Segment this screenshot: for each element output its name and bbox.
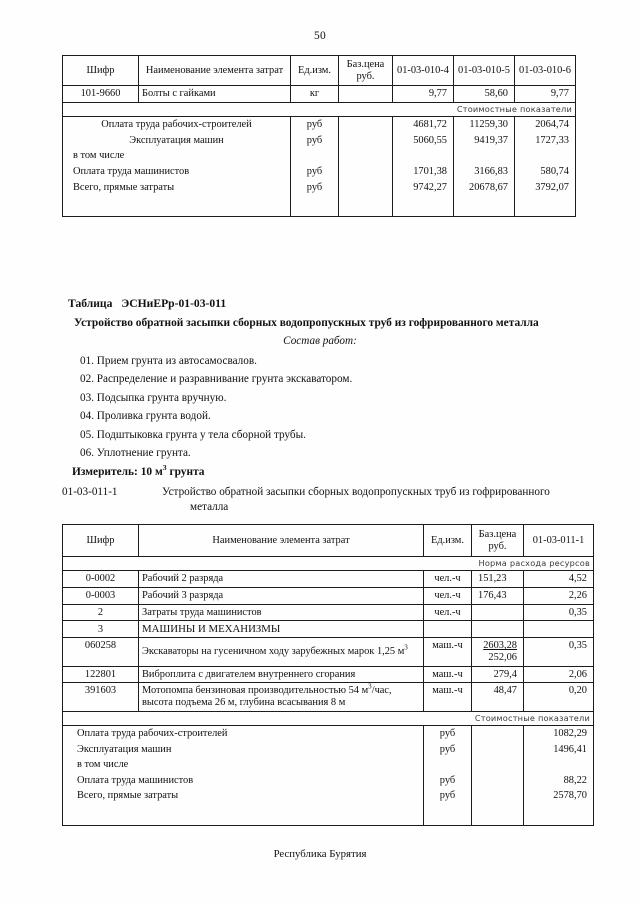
cell-value-3: 1727,33 (515, 133, 576, 149)
base-price-secondary: 252,06 (488, 652, 517, 664)
cell-unit: руб (291, 133, 339, 149)
norm-item-code: 01-03-011-1 (62, 485, 118, 498)
cell-name: Оплата труда машинистов (63, 773, 424, 789)
cell-base-price: 48,47 (472, 683, 524, 711)
cell-unit: руб (291, 180, 339, 196)
cell-value-1: 1496,41 (524, 742, 594, 758)
cell-value-3: 2064,74 (515, 117, 576, 133)
cell-value-1: 4681,72 (393, 117, 454, 133)
table2-cost-row (63, 788, 594, 804)
spacer-cell (454, 195, 515, 217)
cell-name: Оплата труда рабочих-строителей (63, 117, 291, 133)
table1-header-code: Шифр (63, 56, 139, 86)
norm-item-text (154, 485, 578, 515)
cell-value-1: 0,35 (524, 638, 594, 666)
cost-band-label: Стоимостные показатели (63, 102, 576, 116)
cell-name: Рабочий 3 разряда (139, 588, 424, 605)
table2-header-name: Наименование элемента затрат (139, 525, 424, 557)
cell-unit: маш.-ч (424, 666, 472, 683)
cell-unit: чел.-ч (424, 604, 472, 621)
cost-table-01-03-011 (62, 524, 590, 826)
measure-exponent: 3 (162, 463, 167, 473)
measure-value: 10 м (140, 466, 163, 479)
cell-value-3: 580,74 (515, 164, 576, 180)
table2-resource-row (63, 588, 594, 605)
page-number: 50 (313, 30, 327, 42)
cell-value-1: 2578,70 (524, 788, 594, 804)
cell-value-1: 9,77 (393, 86, 454, 103)
works-composition-label: Состав работ: (283, 334, 357, 347)
cell-name: Затраты труда машинистов (139, 604, 424, 621)
table2-resource-row (63, 604, 594, 621)
cell-code: 0-0003 (63, 588, 139, 605)
cell-unit: чел.-ч (424, 588, 472, 605)
list-item: 06. Уплотнение грунта. (80, 447, 191, 460)
cell-base-price (472, 742, 524, 758)
cell-unit (291, 148, 339, 164)
page-footer: Республика Бурятия (273, 848, 367, 860)
cell-base-price (472, 725, 524, 741)
spacer-cell (339, 195, 393, 217)
cell-value-1 (524, 621, 594, 638)
cell-value-2 (454, 148, 515, 164)
cell-value-1 (524, 757, 594, 773)
cell-base-price (472, 788, 524, 804)
cell-name: Рабочий 2 разряда (139, 571, 424, 588)
table2-header-code: Шифр (63, 525, 139, 557)
cell-value-2: 58,60 (454, 86, 515, 103)
cell-base-price (339, 164, 393, 180)
norm-band-label: Норма расхода ресурсов (63, 557, 594, 571)
cell-base-price: 176,43 (472, 588, 524, 605)
norm-item-text-line2: металла (190, 500, 229, 513)
cell-code: 2 (63, 604, 139, 621)
cell-base-price: 279,4 (472, 666, 524, 683)
table2-resource-row (63, 638, 594, 666)
spacer-cell (515, 195, 576, 217)
table2-cost-row (63, 742, 594, 758)
table2-resource-row (63, 571, 594, 588)
table1-cost-row (63, 164, 576, 180)
table1 (62, 55, 576, 217)
cell-code: 3 (63, 621, 139, 638)
cell-unit: маш.-ч (424, 683, 472, 711)
cell-name: Всего, прямые затраты (63, 180, 291, 196)
cell-name: Эксплуатация машин (63, 742, 424, 758)
cell-value-1: 9742,27 (393, 180, 454, 196)
spacer-cell (393, 195, 454, 217)
cell-base-price (472, 773, 524, 789)
cell-value-1: 1701,38 (393, 164, 454, 180)
table1-header-base-price: Баз.цена руб. (339, 56, 393, 86)
cell-unit: руб (424, 773, 472, 789)
cell-value-1: 1082,29 (524, 725, 594, 741)
cell-value-1: 5060,55 (393, 133, 454, 149)
cell-base-price (339, 133, 393, 149)
cell-unit: руб (291, 164, 339, 180)
works-list (62, 354, 578, 462)
cell-name-exponent: 3 (404, 643, 408, 652)
table1-header-col3: 01-03-010-6 (515, 56, 576, 86)
table2-spacer-row (63, 804, 594, 826)
cell-unit: чел.-ч (424, 571, 472, 588)
list-item: 03. Подсыпка грунта вручную. (80, 391, 227, 404)
cell-value-2: 11259,30 (454, 117, 515, 133)
table2-header-row (63, 525, 594, 557)
cell-code: 060258 (63, 638, 139, 666)
cell-unit: руб (424, 742, 472, 758)
table1-header-unit: Ед.изм. (291, 56, 339, 86)
table2-norm-band (63, 557, 594, 571)
measure-line (72, 465, 578, 480)
table2-cost-band (63, 711, 594, 725)
list-item: 04. Проливка грунта водой. (80, 410, 211, 423)
cell-value-1: 4,52 (524, 571, 594, 588)
cell-name: Оплата труда рабочих-строителей (63, 725, 424, 741)
cell-name: в том числе (63, 757, 424, 773)
cell-unit: маш.-ч (424, 638, 472, 666)
cell-value-2: 20678,67 (454, 180, 515, 196)
cell-base-price (339, 180, 393, 196)
list-item: 02. Распределение и разравнивание грунта экскаватором. (80, 373, 353, 386)
measure-label: Измеритель: (72, 466, 138, 479)
cell-value-3: 9,77 (515, 86, 576, 103)
cell-value-1: 88,22 (524, 773, 594, 789)
cell-name: Всего, прямые затраты (63, 788, 424, 804)
table-title-line (68, 296, 578, 312)
table2-resource-row (63, 666, 594, 683)
spacer-cell (63, 804, 424, 826)
cell-code: 0-0002 (63, 571, 139, 588)
cell-name (139, 638, 424, 666)
norm-item-text-line1: Устройство обратной засыпки сборных водопропускных труб из гофрированного (162, 485, 550, 498)
measure-tail: грунта (169, 466, 205, 479)
cell-name: Эксплуатация машин (63, 133, 291, 149)
cell-name: Виброплита с двигателем внутреннего сгорания (139, 666, 424, 683)
table1-header-name: Наименование элемента затрат (139, 56, 291, 86)
list-item: 01. Прием грунта из автосамосвалов. (80, 354, 257, 367)
norm-subject: Устройство обратной засыпки сборных водопропускных труб из гофрированного металла (74, 316, 539, 329)
table1-header-col2: 01-03-010-5 (454, 56, 515, 86)
table1-cost-row (63, 180, 576, 196)
cell-unit: руб (424, 788, 472, 804)
table2-header-base-price: Баз.цена руб. (472, 525, 524, 557)
table2-header-col1: 01-03-011-1 (524, 525, 594, 557)
table2-resource-row (63, 683, 594, 711)
table-code: ЭСНиЕРр-01-03-011 (121, 297, 227, 310)
cell-value-2: 9419,37 (454, 133, 515, 149)
cell-value-1: 2,26 (524, 588, 594, 605)
spacer-cell (472, 804, 524, 826)
cell-base-price (472, 604, 524, 621)
cell-unit (424, 757, 472, 773)
cell-code: 101-9660 (63, 86, 139, 103)
cell-value-1: 0,20 (524, 683, 594, 711)
cell-unit: руб (424, 725, 472, 741)
cell-unit (424, 621, 472, 638)
table2-cost-row (63, 773, 594, 789)
table-label: Таблица (68, 297, 113, 310)
spacer-cell (291, 195, 339, 217)
cell-name: в том числе (63, 148, 291, 164)
cell-unit: кг (291, 86, 339, 103)
cell-base-price: 151,23 (472, 571, 524, 588)
spacer-cell (63, 195, 291, 217)
table1-cost-row (63, 133, 576, 149)
table1-header-col1: 01-03-010-4 (393, 56, 454, 86)
cell-name-text: Мотопомпа бензиновая производительностью 54 м (142, 685, 369, 697)
table2-section-row (63, 621, 594, 638)
cell-value-1: 0,35 (524, 604, 594, 621)
base-price-primary: 2603,28 (483, 640, 517, 652)
cell-value-1: 2,06 (524, 666, 594, 683)
cell-base-price (472, 638, 524, 666)
table2-cost-row (63, 757, 594, 773)
spacer-cell (524, 804, 594, 826)
cell-name: Оплата труда машинистов (63, 164, 291, 180)
cost-band-label: Стоимостные показатели (63, 711, 594, 725)
table1-cost-row (63, 117, 576, 133)
cell-value-1 (393, 148, 454, 164)
cell-name-exponent: 3 (368, 682, 372, 691)
cost-table-01-03-010 (62, 55, 575, 217)
table1-cost-row (63, 148, 576, 164)
cell-value-3 (515, 148, 576, 164)
table2 (62, 524, 594, 826)
table2-header-unit: Ед.изм. (424, 525, 472, 557)
cell-value-3: 3792,07 (515, 180, 576, 196)
cell-base-price (339, 148, 393, 164)
table2-cost-row (63, 725, 594, 741)
norm-description-section (62, 296, 578, 515)
cell-unit: руб (291, 117, 339, 133)
cell-base-price (472, 621, 524, 638)
cell-code: 122801 (63, 666, 139, 683)
table1-resource-row (63, 86, 576, 103)
table1-cost-band (63, 102, 576, 116)
cell-code: 391603 (63, 683, 139, 711)
table1-header-row (63, 56, 576, 86)
cell-name-text: Экскаваторы на гусеничном ходу зарубежных марок 1,25 м (142, 646, 405, 658)
cell-name-tail: /час, высота подъема 26 м, глубина всасывания 8 м (142, 685, 392, 709)
cell-base-price (339, 117, 393, 133)
cell-name (139, 683, 424, 711)
norm-item-line (62, 485, 578, 515)
cell-base-price (472, 757, 524, 773)
cell-value-2: 3166,83 (454, 164, 515, 180)
cell-name: МАШИНЫ И МЕХАНИЗМЫ (139, 621, 424, 638)
list-item: 05. Подштыковка грунта у тела сборной трубы. (80, 428, 306, 441)
cell-name: Болты с гайками (139, 86, 291, 103)
cell-base-price (339, 86, 393, 103)
table1-spacer-row (63, 195, 576, 217)
spacer-cell (424, 804, 472, 826)
